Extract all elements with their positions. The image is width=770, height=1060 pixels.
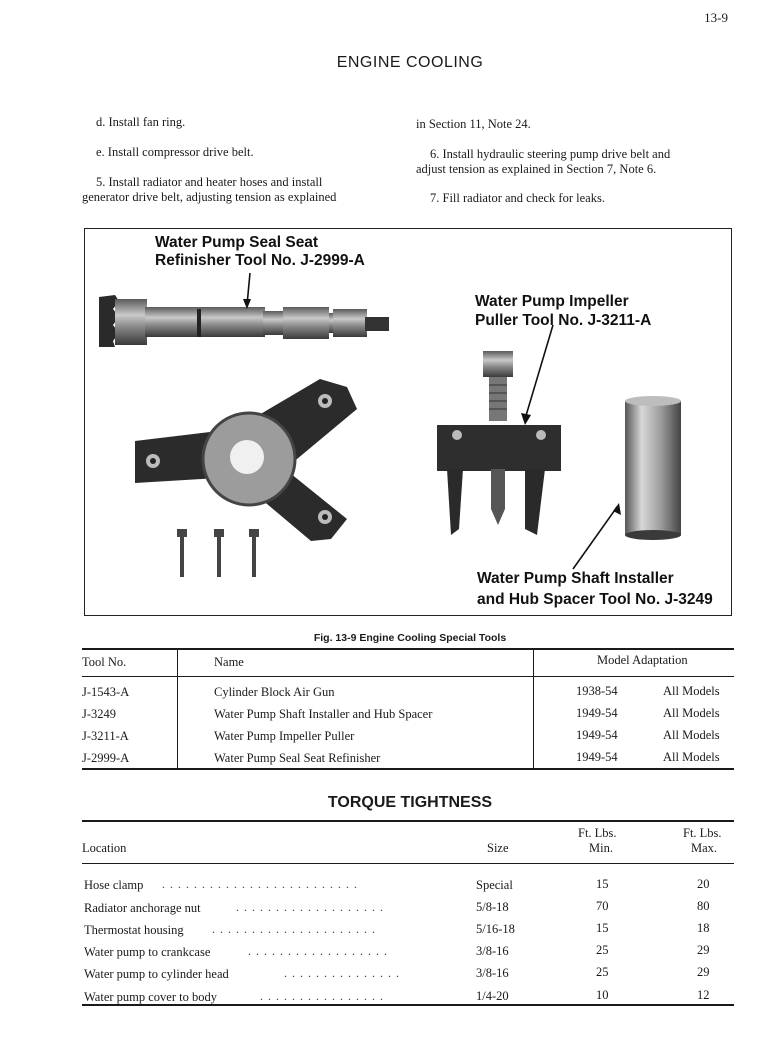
- impeller-puller-tool: [437, 351, 561, 535]
- torque-header-min: Min.: [589, 841, 613, 855]
- seal-seat-refinisher-tool: [99, 295, 389, 347]
- shaft-installer-label-line2: and Hub Spacer Tool No. J-3249: [477, 591, 713, 608]
- bolts: [177, 529, 259, 577]
- figure-frame: [84, 228, 732, 616]
- torque-header-max: Max.: [691, 841, 718, 855]
- instruction-step7: 7. Fill radiator and check for leaks.: [430, 191, 605, 205]
- shaft-installer-label-line1: Water Pump Shaft Installer: [477, 570, 674, 587]
- section-title: ENGINE COOLING: [336, 54, 484, 71]
- shaft-installer-cylinder-tool: [625, 396, 681, 540]
- instruction-step6-line1: 6. Install hydraulic steering pump drive belt and: [430, 147, 671, 161]
- instruction-step5-line1: 5. Install radiator and heater hoses and install: [96, 175, 323, 189]
- instruction-e: e. Install compressor drive belt.: [96, 145, 254, 159]
- torque-header-ftlbs-max: Ft. Lbs.: [683, 826, 722, 840]
- torque-header-size: Size: [487, 841, 509, 855]
- instruction-step5-line2: generator drive belt, adjusting tension as explained: [82, 190, 337, 204]
- puller-body-tool: [135, 379, 357, 541]
- tools-header-model: Model Adaptation: [597, 653, 688, 667]
- impeller-label-line2: Puller Tool No. J-3211-A: [475, 312, 652, 329]
- instruction-step5-cont: in Section 11, Note 24.: [416, 117, 531, 131]
- torque-header-ftlbs-min: Ft. Lbs.: [578, 826, 617, 840]
- instruction-step6-line2: adjust tension as explained in Section 7, Note 6.: [416, 162, 657, 176]
- seal-seat-label-line2: Refinisher Tool No. J-2999-A: [155, 252, 365, 269]
- page-number: 13-9: [704, 10, 728, 25]
- tools-header-name: Name: [214, 655, 244, 669]
- impeller-label-line1: Water Pump Impeller: [475, 293, 629, 310]
- torque-header-location: Location: [82, 841, 127, 855]
- seal-seat-label-line1: Water Pump Seal Seat: [155, 234, 319, 251]
- tools-header-tool-no: Tool No.: [82, 655, 127, 669]
- tools-illustration: [85, 229, 731, 615]
- instruction-d: d. Install fan ring.: [96, 115, 186, 129]
- figure-caption: Fig. 13-9 Engine Cooling Special Tools: [313, 632, 507, 644]
- torque-title: TORQUE TIGHTNESS: [327, 794, 493, 811]
